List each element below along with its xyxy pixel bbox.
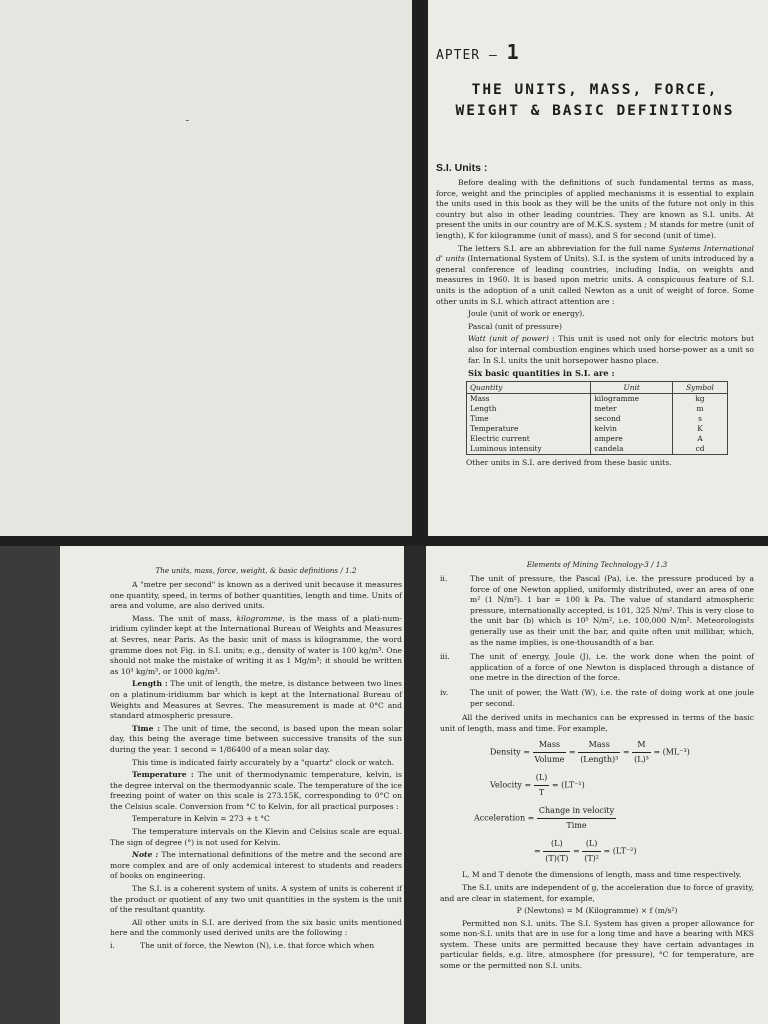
unit-item: Watt (unit of power) : This unit is used not only for electric motors but also for internal combustion engines which used horse-power as a unit so far. In S.I. units the unit horsepower hasno place. xyxy=(468,334,754,365)
chapter-title xyxy=(436,80,754,122)
chapter-number: 1 xyxy=(506,40,520,64)
paragraph: Time : The unit of time, the second, is based upon the mean solar day, this being the average time between successive transits of the sun during the year. 1 second = 1/86400 of a mean solar day. xyxy=(110,723,402,754)
paragraph: All the derived units in mechanics can be expressed in terms of the basic unit of length, mass and time. For example, xyxy=(440,713,754,733)
table-row: Time second s xyxy=(467,414,728,424)
paragraph: L, M and T denote the dimensions of length, mass and time respectively. xyxy=(462,870,742,880)
list-item: ii. The unit of pressure, the Pascal (Pa), i.e. the pressure produced by a force of one Newton applied, uniformly distributed, over an area of one m² (1 N/m²). 1 bar = 100 k Pa. The value of standard atmospheric pressure, internationally accepted, is 101, 325 N/m². This is very close to the unit bar (b) which is 10⁵ N/m², i.e. 100,000 N/m². Meteorologists generally use as their unit the bar, and quite often unit millibar, which, as the name implies, is one-thousandth of a bar. xyxy=(440,574,754,647)
paragraph: A "metre per second" is known as a derived unit because it measures one quantity, speed, in terms of bother quantities, length and time. Units of area and volume, are also derived units. xyxy=(110,580,402,611)
chapter-label-text: APTER – xyxy=(436,48,498,63)
acceleration-dimension-formula: = $\frac{(L)}{(T)(T)}$ = $\frac{(L)}{\text{(T)²}}$ = (LT⁻²) xyxy=(534,839,637,864)
chapter-title-line2: WEIGHT & BASIC DEFINITIONS xyxy=(455,103,735,119)
paragraph: Mass. The unit of mass, kilogramme, is the mass of a plati-num-iridium cylinder kept at the International Bureau of Weights and Measures at Sevres, near Paris. As the basic unit of mass is kilogramme, the word gramme does not Fig. in S.I. units; e.g., density of water is 100 kg/m³. One should not make the mistake of writing it as 1 Mg/m³; it should be written as 10³ kg/m³, or 1000 kg/m³. xyxy=(110,613,402,676)
paragraph: Note : The international definitions of the metre and the second are more complex and are of only acdemical interest to students and readers of books on engineering. xyxy=(110,850,402,881)
density-formula: Density = $\frac{\text{Mass}}{\text{Volume}}$ = $\frac{\text{Mass}}{\text{(Length)³}}$ = $\frac{M}{\text{(L)³}}$ = (ML⁻³) xyxy=(490,740,690,765)
units-table xyxy=(466,381,728,455)
table-row: Length meter m xyxy=(467,404,728,414)
table-header: Quantity xyxy=(467,381,591,393)
unit-item: Pascal (unit of pressure) xyxy=(468,321,563,331)
paragraph: The S.I. units are independent of g, the acceleration due to force of gravity, and are clear in statement, for example, xyxy=(440,882,754,903)
table-row: Mass kilogramme kg xyxy=(467,393,728,404)
paragraph: The S.I. is a coherent system of units. A system of units is coherent if the product or quotient of any two unit quantities in the system is the unit of the resultant quantity. xyxy=(110,884,402,915)
chapter-label xyxy=(436,40,754,64)
table-note: Other units in S.I. are derived from these basic units. xyxy=(466,457,672,467)
paragraph: The temperature intervals on the Klevin and Celsius scale are equal. The sign of degree (°) is not used for Kelvin. xyxy=(110,827,402,847)
blank-page xyxy=(0,0,412,536)
velocity-formula: Velocity = $\frac{(L)}{T}$ = (LT⁻¹) xyxy=(490,773,585,798)
list-item: iii. The unit of energy, Joule (J), i.e. the work done when the point of application of a force of one Newton is displaced through a distance of one metre in the direction of the force. xyxy=(440,652,754,683)
table-row: Temperature kelvin K xyxy=(467,424,728,434)
table-row: Electric current ampere A xyxy=(467,434,728,444)
book-gutter xyxy=(404,546,426,1024)
paragraph: Length : The unit of length, the metre, is distance between two lines on a platinum-iridiumm bar which is kept at the International Bureau of Weights and Measures at Sevres. The measurement is made at 0°C and standard atmospheric pressure. xyxy=(110,679,402,721)
table-heading: Six basic quantities in S.I. are : xyxy=(468,368,615,379)
paragraph: Temperature : The unit of thermodynamic temperature, kelvin, is the degree interval on the thermodyannic scale. The temperature of the ice freezing point of water on this scale is 273.15K, corresponding to 0°C on the Celsius scale. Conversion from °C to Kelvin, for all practical purposes : xyxy=(110,770,402,811)
paragraph: Temperature in Kelvin = 273 + t °C xyxy=(132,814,270,824)
table-header-row xyxy=(467,381,728,393)
running-head: The units, mass, force, weight, & basic definitions / 1.2 xyxy=(155,566,357,575)
paragraph: The letters S.I. are an abbreviation for the full name Systems International d' units (International System of Units). S.I. is the system of units introduced by a general conference of leading countries, including India, on weights and measures in 1960. It is based upon metric units. A conspicuous feature of S.I. units is the adoption of a unit called Newton as a unit of weight of force. Some other units in S.I. which attract attention are : xyxy=(436,243,754,306)
table-header: Symbol xyxy=(673,381,728,393)
chapter-title-line1: THE UNITS, MASS, FORCE, xyxy=(471,82,719,98)
chapter-page xyxy=(428,0,768,536)
paragraph: This time is indicated fairly accurately by a "quartz" clock or watch. xyxy=(132,757,395,767)
left-page xyxy=(60,546,412,1024)
list-item: iv. The unit of power, the Watt (W), i.e. the rate of doing work at one joule per second. xyxy=(440,687,754,708)
list-item: i. The unit of force, the Newton (N), i.e. that force which when xyxy=(110,941,375,950)
acceleration-formula: Acceleration = $\frac{\text{Change in velocity}}{\text{Time}}$ xyxy=(474,806,615,831)
book-gutter xyxy=(412,0,428,546)
table-row: Luminous intensity candela cd xyxy=(467,444,728,455)
pen-mark: ـ xyxy=(186,114,189,124)
running-head: Elements of Mining Technology-3 / 1.3 xyxy=(526,560,668,569)
newton-formula: P (Newtons) = M (Kilogramme) × f (m/s²) xyxy=(516,906,678,916)
unit-item: Joule (unit of work or energy). xyxy=(468,309,585,319)
paragraph: All other units in S.I. are derived from the six basic units mentioned here and the commonly used derived units are the following : xyxy=(110,917,402,938)
right-page xyxy=(426,546,768,1024)
paragraph: Permitted non S.I. units. The S.I. System has given a proper allowance for some non-S.I. units that are in use for a long time and have a bearing with MKS system. These units are permitted because they have certain advantages in particular fields, e.g. litre, atmosphere (for pressure), °C for temperature, are some or the permitted non S.I. units. xyxy=(440,918,754,971)
paragraph: Before dealing with the definitions of such fundamental terms as mass, force, weight and the principles of applied mechanisms it is essential to explain the units used in this book as they will be the units of the future not only in this country but also in other leading countries. They are known as S.I. units. At present the units in our country are of M.K.S. system ; M stands for metre (unit of length), K for kilogramme (unit of mass), and S for second (unit of time). xyxy=(436,178,754,240)
section-heading: S.I. Units : xyxy=(436,162,488,174)
page-gap xyxy=(0,536,768,546)
table-header: Unit xyxy=(591,381,673,393)
